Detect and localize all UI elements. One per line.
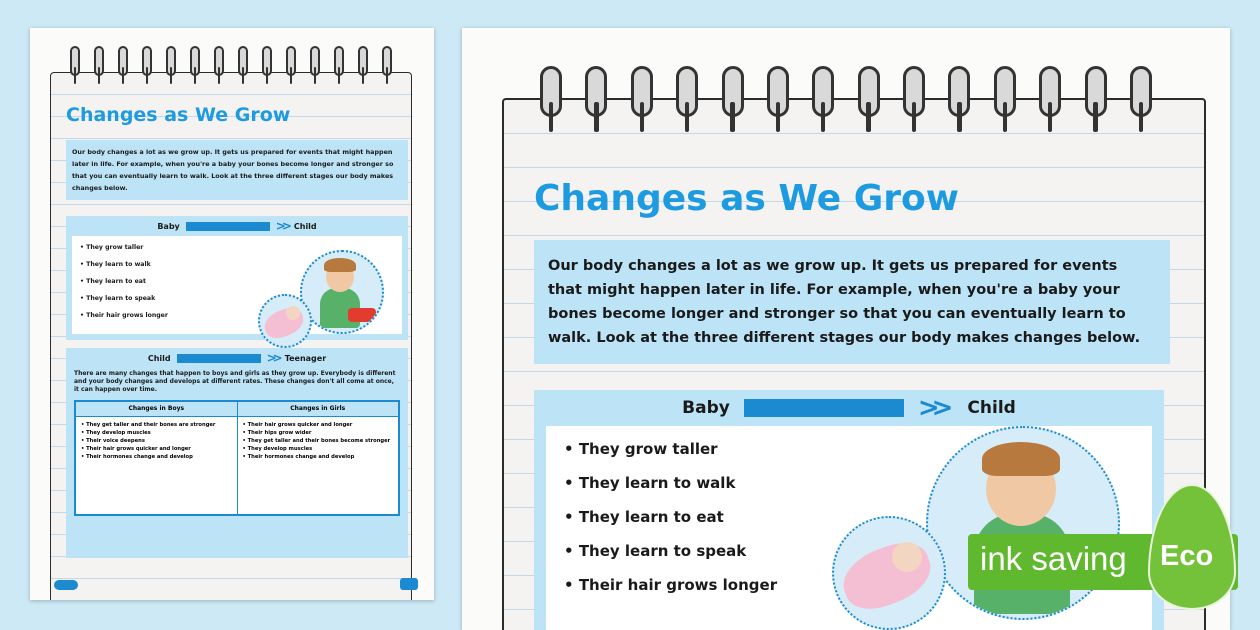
- list-item: • They get taller and their bones become stronger: [243, 437, 394, 445]
- child-illustration: [300, 250, 384, 334]
- list-item: • Their hair grows quicker and longer: [81, 445, 232, 453]
- girls-column: [238, 402, 399, 514]
- column-header: Changes in Girls: [238, 402, 399, 417]
- child-illustration: [926, 426, 1120, 620]
- boys-column: [76, 402, 238, 514]
- facts-list: [564, 440, 777, 610]
- arrow-icon: [186, 222, 270, 231]
- footer-mark-icon: [400, 578, 418, 590]
- stage-description: There are many changes that happen to boys and girls as they grow up. Everybody is different and your body changes and develops at different rates. These changes don't all come at once, it can happen over time.: [74, 370, 396, 393]
- baby-illustration: [832, 516, 946, 630]
- chevron-icon: >>: [275, 219, 288, 233]
- preview-page-thumbnail[interactable]: [30, 28, 434, 600]
- stage-from-label: Baby: [682, 398, 730, 418]
- spiral-binding: [70, 46, 392, 84]
- list-item: • Their hair grows longer: [80, 312, 168, 329]
- list-item: • They learn to speak: [564, 542, 777, 576]
- spiral-binding: [540, 66, 1152, 132]
- stage-to-label: Teenager: [284, 353, 327, 363]
- list-item: • They learn to eat: [564, 508, 777, 542]
- list-item: • Their hormones change and develop: [81, 453, 232, 461]
- stage-header: [534, 390, 1164, 426]
- stage-header: [66, 216, 408, 236]
- arrow-icon: [177, 354, 261, 363]
- list-item: • They learn to walk: [80, 261, 168, 278]
- changes-table: [74, 400, 400, 516]
- stage-from-label: Child: [147, 353, 171, 363]
- column-header: Changes in Boys: [76, 402, 237, 417]
- intro-text: Our body changes a lot as we grow up. It gets us prepared for events that might happen later in life. For example, when you're a baby your bones become longer and stronger so that you can eventually learn to walk. Look at the three different stages our body makes changes below.: [66, 140, 408, 200]
- stage-body: [546, 426, 1152, 630]
- stage-body: [72, 236, 402, 334]
- list-item: • They grow taller: [564, 440, 777, 474]
- chevron-icon: >>: [917, 393, 946, 423]
- arrow-icon: [744, 399, 904, 417]
- list-item: • Their hormones change and develop: [243, 453, 394, 461]
- page-title: Changes as We Grow: [66, 104, 291, 126]
- eco-label: Eco: [1160, 540, 1214, 572]
- baby-illustration: [258, 294, 312, 348]
- stage-baby-child-panel: [534, 390, 1164, 630]
- stage-to-label: Child: [293, 221, 317, 231]
- stage-header: [66, 348, 408, 368]
- stage-from-label: Baby: [157, 221, 180, 231]
- stage-to-label: Child: [967, 398, 1016, 418]
- brand-logo-icon: [54, 580, 78, 590]
- list-item: • They get taller and their bones are stronger: [81, 421, 232, 429]
- list-item: • Their hair grows quicker and longer: [243, 421, 394, 429]
- list-item: • They learn to eat: [80, 278, 168, 295]
- stage-baby-child-panel: [66, 216, 408, 340]
- list-item: • Their hips grow wider: [243, 429, 394, 437]
- stage-child-teenager-panel: [66, 348, 408, 558]
- ink-saving-label: ink saving: [980, 540, 1127, 577]
- page-title: Changes as We Grow: [534, 178, 960, 219]
- facts-list: [80, 244, 168, 329]
- list-item: • They learn to walk: [564, 474, 777, 508]
- chevron-icon: >>: [266, 351, 279, 365]
- list-item: • They learn to speak: [80, 295, 168, 312]
- list-item: • They grow taller: [80, 244, 168, 261]
- intro-text: Our body changes a lot as we grow up. It gets us prepared for events that might happen later in life. For example, when you're a baby your bones become longer and stronger so that you can eventually learn to walk. Look at the three different stages our body makes changes below.: [534, 240, 1170, 364]
- list-item: • Their hair grows longer: [564, 576, 777, 610]
- list-item: • They develop muscles: [243, 445, 394, 453]
- list-item: • Their voice deepens: [81, 437, 232, 445]
- list-item: • They develop muscles: [81, 429, 232, 437]
